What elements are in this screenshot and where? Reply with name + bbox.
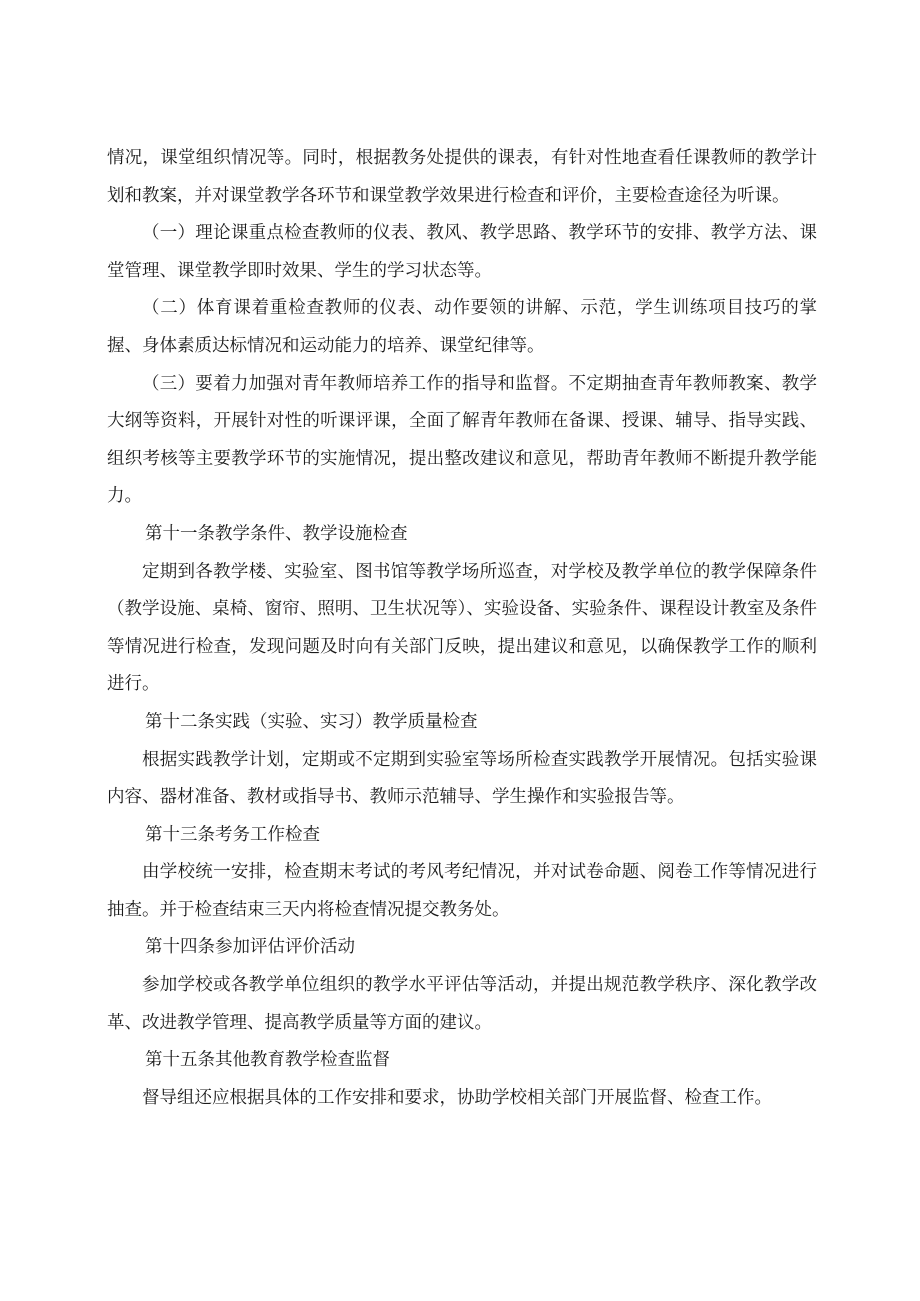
article-13-heading: 第十三条考务工作检查 [145,824,320,845]
article-13-body: 由学校统一安排，检查期末考试的考风考纪情况，并对试卷命题、阅卷工作等情况进行抽查。并于检查结束三天内将检查情况提交教务处。 [107,862,817,920]
article-11-body: 定期到各教学楼、实验室、图书馆等教学场所巡查，对学校及教学单位的教学保障条件（教学设施、桌椅、窗帘、照明、卫生状况等）、实验设备、实验条件、课程设计教室及条件等情况进行检查，发现问题及时向有关部门反映，提出建议和意见，以确保教学工作的顺利进行。 [107,561,817,695]
article-14-heading: 第十四条参加评估评价活动 [145,937,355,958]
paragraph-theory-class: （一）理论课重点检查教师的仪表、教风、教学思路、教学环节的安排、教学方法、课堂管理、课堂教学即时效果、学生的学习状态等。 [107,223,817,281]
article-14-body: 参加学校或各教学单位组织的教学水平评估等活动，并提出规范教学秩序、深化教学改革、改进教学管理、提高教学质量等方面的建议。 [107,975,817,1033]
document-body [107,140,817,1117]
article-12-body: 根据实践教学计划，定期或不定期到实验室等场所检查实践教学开展情况。包括实验课内容、器材准备、教材或指导书、教师示范辅导、学生操作和实验报告等。 [107,749,817,808]
article-12-heading: 第十二条实践（实验、实习）教学质量检查 [145,711,478,732]
paragraph-young-teachers: （三）要着力加强对青年教师培养工作的指导和监督。不定期抽查青年教师教案、教学大纲等资料，开展针对性的听课评课，全面了解青年教师在备课、授课、辅导、指导实践、组织考核等主要教学环节的实施情况，提出整改建议和意见，帮助青年教师不断提升教学能力。 [107,373,817,507]
article-15-heading: 第十五条其他教育教学检查监督 [145,1050,390,1071]
paragraph-pe-class: （二）体育课着重检查教师的仪表、动作要领的讲解、示范，学生训练项目技巧的掌握、身体素质达标情况和运动能力的培养、课堂纪律等。 [107,298,817,356]
paragraph-continuation: 情况，课堂组织情况等。同时，根据教务处提供的课表，有针对性地查看任课教师的教学计划和教案，并对课堂教学各环节和课堂教学效果进行检查和评价，主要检查途径为听课。 [107,148,817,206]
article-15-body: 督导组还应根据具体的工作安排和要求，协助学校相关部门开展监督、检查工作。 [142,1087,772,1108]
article-11-heading: 第十一条教学条件、教学设施检查 [145,523,408,544]
